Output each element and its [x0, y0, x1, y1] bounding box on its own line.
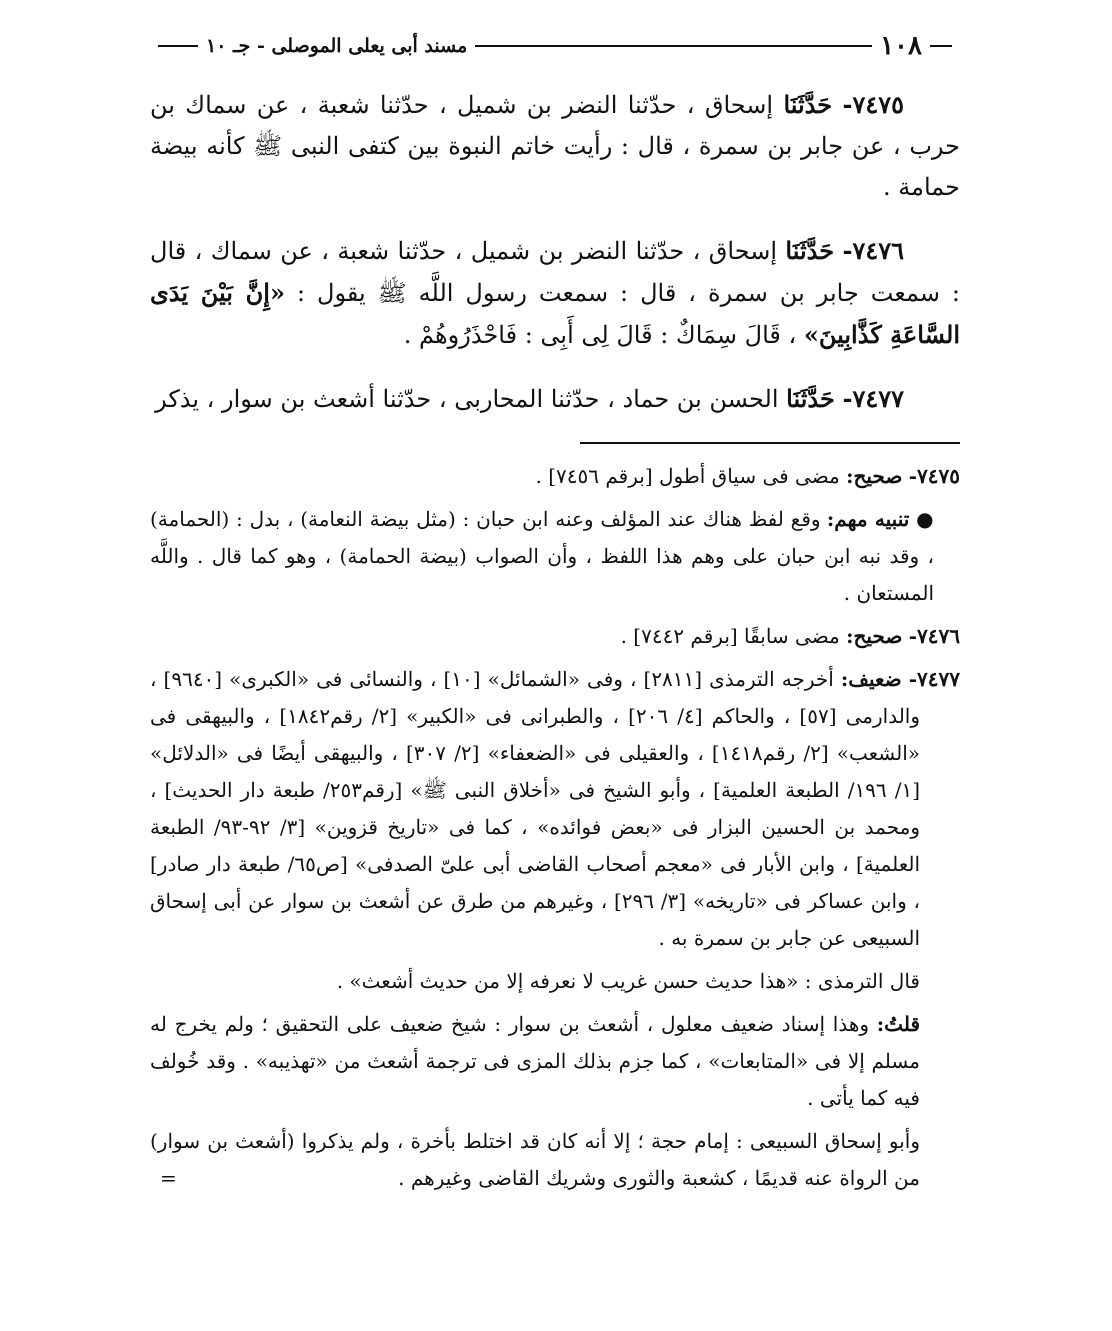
- bullet-icon: ●: [916, 507, 935, 531]
- hadith-text: [150, 84, 960, 420]
- abu-ishaq-comment: [150, 1123, 960, 1197]
- note-text: مضى سابقًا [برقم ٧٤٤٢] .: [620, 624, 847, 648]
- hadith-7477: [150, 378, 960, 420]
- note-text: أخرجه الترمذى [٢٨١١] ، وفى «الشمائل» [١٠] ، والنسائى فى «الكبرى» [٩٦٤٠] ، والدارمى [٥٧] ، والحاكم [٤/ ٢٠٦] ، والطبرانى فى «الكبير» [٢/ رقم١٨٤٢] ، والبيهقى فى «الشعب» [٢/ رقم١٤١٨] ، والعقيلى فى «الضعفاء» [٢/ ٣٠٧] ، والبيهقى أيضًا فى «الدلائل» [١/ ١٩٦/ الطبعة العلمية] ، وأبو الشيخ فى «أخلاق النبى ﷺ» [رقم٢٥٣/ طبعة دار الحديث] ، ومحمد بن الحسين البزار فى «بعض فوائده» ، كما فى «تاريخ قزوين» [٣/ ٩٢-٩٣/ الطبعة العلمية] ، وابن الأبار فى «معجم أصحاب القاضى أبى علىّ الصدفى» [ص٦٥/ طبعة دار صادر] ، وابن عساكر فى «تاريخه» [٣/ ٢٩٦] ، وغيرهم من طرق عن أشعث بن سوار عن أبى إسحاق السبيعى عن جابر بن سمرة به .: [150, 667, 921, 950]
- note-number: ٧٤٧٦-: [908, 624, 960, 648]
- footnotes: [150, 458, 960, 1197]
- hadith-7476: [150, 230, 960, 356]
- hadith-number: ٧٤٧٦-: [842, 236, 904, 265]
- note-text: مضى فى سياق أطول [برقم ٧٤٥٦] .: [535, 464, 847, 488]
- page-header: [150, 20, 960, 72]
- note-label: تنبيه مهم:: [826, 507, 910, 531]
- header-rule-right: [930, 45, 952, 47]
- header-rule-left: [158, 45, 198, 47]
- grade-label: ضعيف:: [840, 667, 902, 691]
- hadith-body: إسحاق ، حدّثنا النضر بن شميل ، حدّثنا شعبة ، عن سماك ، قال : سمعت جابر بن سمرة ، قال : سمعت رسول اللَّه ﷺ يقول :: [150, 237, 960, 307]
- header-rule-middle: [475, 45, 872, 47]
- hadith-body: الحسن بن حماد ، حدّثنا المحاربى ، حدّثنا أشعث بن سوار ، يذكر: [155, 385, 787, 413]
- note-text: وهذا إسناد ضعيف معلول ، أشعث بن سوار : شيخ ضعيف على التحقيق ؛ ولم يخرج له مسلم إلا فى «المتابعات» ، كما جزم بذلك المزى فى ترجمة أشعث من «تهذيبه» . وقد خُولف فيه كما يأتى .: [150, 1012, 920, 1110]
- note-text: وأبو إسحاق السبيعى : إمام حجة ؛ إلا أنه كان قد اختلط بأخرة ، ولم يذكروا (أشعث بن سوار) من الرواة عنه قديمًا ، كشعبة والثورى وشريك القاضى وغيرهم .: [150, 1129, 920, 1190]
- hadith-body: إسحاق ، حدّثنا النضر بن شميل ، حدّثنا شعبة ، عن سماك بن حرب ، عن جابر بن سمرة ، قال : رأيت خاتم النبوة بين كتفى النبى ﷺ كأنه بيضة حمامة .: [150, 91, 960, 201]
- hadith-keyword: حَدَّثَنَا: [785, 236, 835, 265]
- note-number: ٧٤٧٥-: [908, 464, 960, 488]
- hadith-number: ٧٤٧٥-: [842, 90, 904, 119]
- hadith-tail: ، قَالَ سِمَاكٌ : قَالَ لِى أَبِى : فَاحْذَرُوهُمْ .: [403, 321, 804, 349]
- hadith-7475: [150, 84, 960, 208]
- book-title: مسند أبى يعلى الموصلى - جـ ١٠: [206, 35, 468, 57]
- note-important: [150, 501, 960, 612]
- prophetic-quote: «إِنَّ بَيْنَ يَدَى السَّاعَةِ كَذَّابِينَ»: [150, 278, 960, 349]
- note-number: ٧٤٧٧-: [908, 667, 960, 691]
- grade-label: صحيح:: [846, 624, 903, 648]
- continuation-mark: =: [160, 1166, 177, 1190]
- book-page: [150, 20, 960, 1203]
- note-7477: [150, 661, 960, 957]
- note-7475: [150, 458, 960, 495]
- hadith-keyword: حَدَّثَنَا: [783, 90, 833, 119]
- hadith-number: ٧٤٧٧-: [842, 384, 904, 413]
- note-label: قلتُ:: [876, 1012, 920, 1036]
- tirmidhi-comment: قال الترمذى : «هذا حديث حسن غريب لا نعرفه إلا من حديث أشعث» .: [336, 969, 920, 993]
- author-comment: [150, 1006, 960, 1117]
- note-text: وقع لفظ هناك عند المؤلف وعنه ابن حبان : (مثل بيضة النعامة) ، بدل : (الحمامة) ، وقد نبه ابن حبان على وهم هذا اللفظ ، وأن الصواب (بيضة الحمامة) ، وهو كما قال . واللَّه المستعان .: [150, 507, 934, 605]
- footnote-separator: [580, 442, 960, 444]
- hadith-keyword: حَدَّثَنَا: [786, 384, 835, 413]
- note-7476: [150, 618, 960, 655]
- grade-label: صحيح:: [846, 464, 903, 488]
- page-number: ١٠٨: [880, 31, 922, 61]
